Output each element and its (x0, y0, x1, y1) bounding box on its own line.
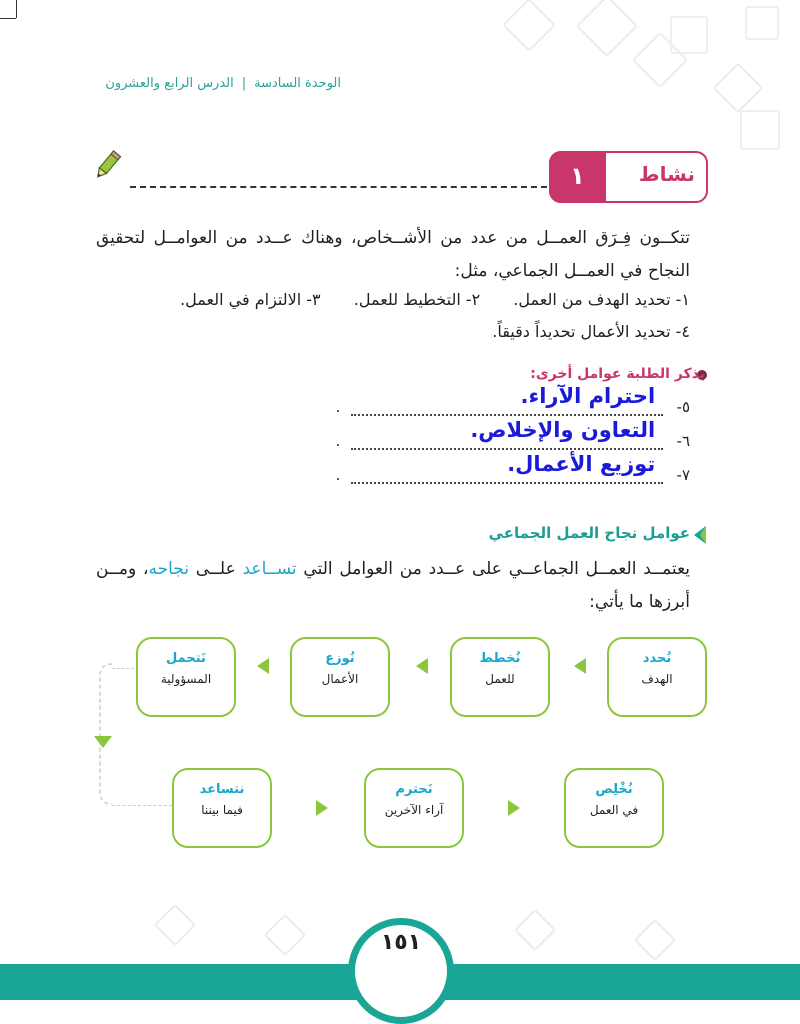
section-arrow-icon (692, 524, 708, 550)
answer-period: . (335, 466, 341, 484)
flow-step-object: فيما بيننا (201, 803, 243, 817)
intro-paragraph: تتكــون فِـرَق العمــل من عدد من الأشــخاص، وهناك عــدد من العوامــل لتحقيق النجاح في العمــل الجماعي، مثل: (96, 228, 690, 281)
flow-step-verb: نَتحمل (166, 651, 206, 666)
flow-arrow-down-icon (94, 736, 112, 748)
flow-step-object: المسؤولية (160, 672, 212, 686)
list-item: ٤- تحديد الأعمال تحديداً دقيقاً. (492, 322, 690, 341)
flow-step-box (172, 768, 272, 848)
answer-period: . (335, 398, 341, 416)
activity-label: نشاط (638, 162, 695, 186)
page-number: ١٥١ (380, 930, 422, 955)
flow-arrow-left-icon (574, 658, 586, 674)
flow-arrow-left-icon (257, 658, 269, 674)
flow-step-object: آراء الآخرين (384, 803, 444, 817)
background-pattern (634, 919, 676, 961)
paragraph-text: علــى (189, 559, 243, 579)
flow-step-verb: نتساعد (199, 782, 245, 797)
flow-step-box (607, 637, 707, 717)
flow-step-box (450, 637, 550, 717)
background-pattern (576, 0, 638, 57)
handwritten-answer: احترام الآراء. (520, 383, 656, 408)
student-prompt: يذكر الطلبة عوامل أخرى: (530, 366, 705, 382)
flow-step-object: للعمل (485, 672, 515, 686)
lesson-title: الدرس الرابع والعشرون (105, 76, 234, 91)
background-pattern (740, 110, 780, 150)
flow-step-object: في العمل (589, 803, 639, 817)
background-pattern (514, 909, 556, 951)
list-item: ١- تحديد الهدف من العمل. (513, 290, 690, 309)
answer-line (335, 451, 690, 494)
flow-step-box (364, 768, 464, 848)
flow-step-verb: نُخطط (479, 651, 521, 666)
flow-step-verb: نَحترم (395, 782, 433, 797)
dashed-divider (130, 186, 547, 188)
flow-arrow-right-icon (508, 800, 520, 816)
background-pattern (264, 914, 306, 956)
section-title: عوامل نجاح العمل الجماعي (488, 524, 690, 542)
breadcrumb-header (101, 76, 345, 91)
highlight-word: نجاحه (148, 559, 190, 579)
flow-connector (112, 805, 172, 806)
flow-step-verb: نُحدد (642, 651, 672, 666)
handwritten-answer: التعاون والإخلاص. (470, 417, 656, 442)
flow-arrow-right-icon (316, 800, 328, 816)
flow-arrow-left-icon (416, 658, 428, 674)
flow-step-verb: نُوزع (325, 651, 355, 666)
flow-connector (96, 660, 116, 810)
flow-step-object: الأعمال (321, 672, 359, 686)
paragraph-text: يعتمــد العمــل الجماعــي على عــدد من العوامل التي (296, 559, 690, 579)
list-item: ٣- الالتزام في العمل. (180, 290, 321, 309)
crop-mark (16, 0, 17, 18)
flow-step-box (564, 768, 664, 848)
background-pattern (154, 904, 196, 946)
section-paragraph (96, 553, 690, 619)
answer-blank (351, 383, 663, 416)
pencil-icon (90, 148, 124, 186)
flow-step-object: الهدف (641, 672, 673, 686)
flow-connector (112, 668, 134, 669)
factors-list (152, 290, 690, 309)
paragraph-text: ، ومــن أبرزها ما يأتي: (96, 559, 690, 612)
flow-step-box (290, 637, 390, 717)
list-item: ٢- التخطيط للعمل. (353, 290, 481, 309)
highlight-word: تســاعد (242, 559, 297, 579)
background-pattern (745, 6, 779, 40)
background-pattern (502, 0, 556, 52)
background-pattern (670, 16, 708, 54)
flow-step-verb: نُخْلِص (595, 782, 633, 797)
answer-blank (351, 451, 663, 484)
crop-mark (0, 18, 16, 19)
answer-number: ٧- (676, 466, 690, 484)
activity-number: ١ (549, 151, 606, 203)
answer-period: . (335, 432, 341, 450)
background-pattern (713, 63, 764, 114)
breadcrumb-separator: | (241, 76, 247, 91)
flow-step-box (136, 637, 236, 717)
answer-number: ٦- (676, 432, 690, 450)
handwritten-answer: توزيع الأعمال. (507, 451, 656, 476)
unit-title: الوحدة السادسة (254, 76, 341, 91)
answer-number: ٥- (676, 398, 690, 416)
answer-blank (351, 417, 663, 450)
